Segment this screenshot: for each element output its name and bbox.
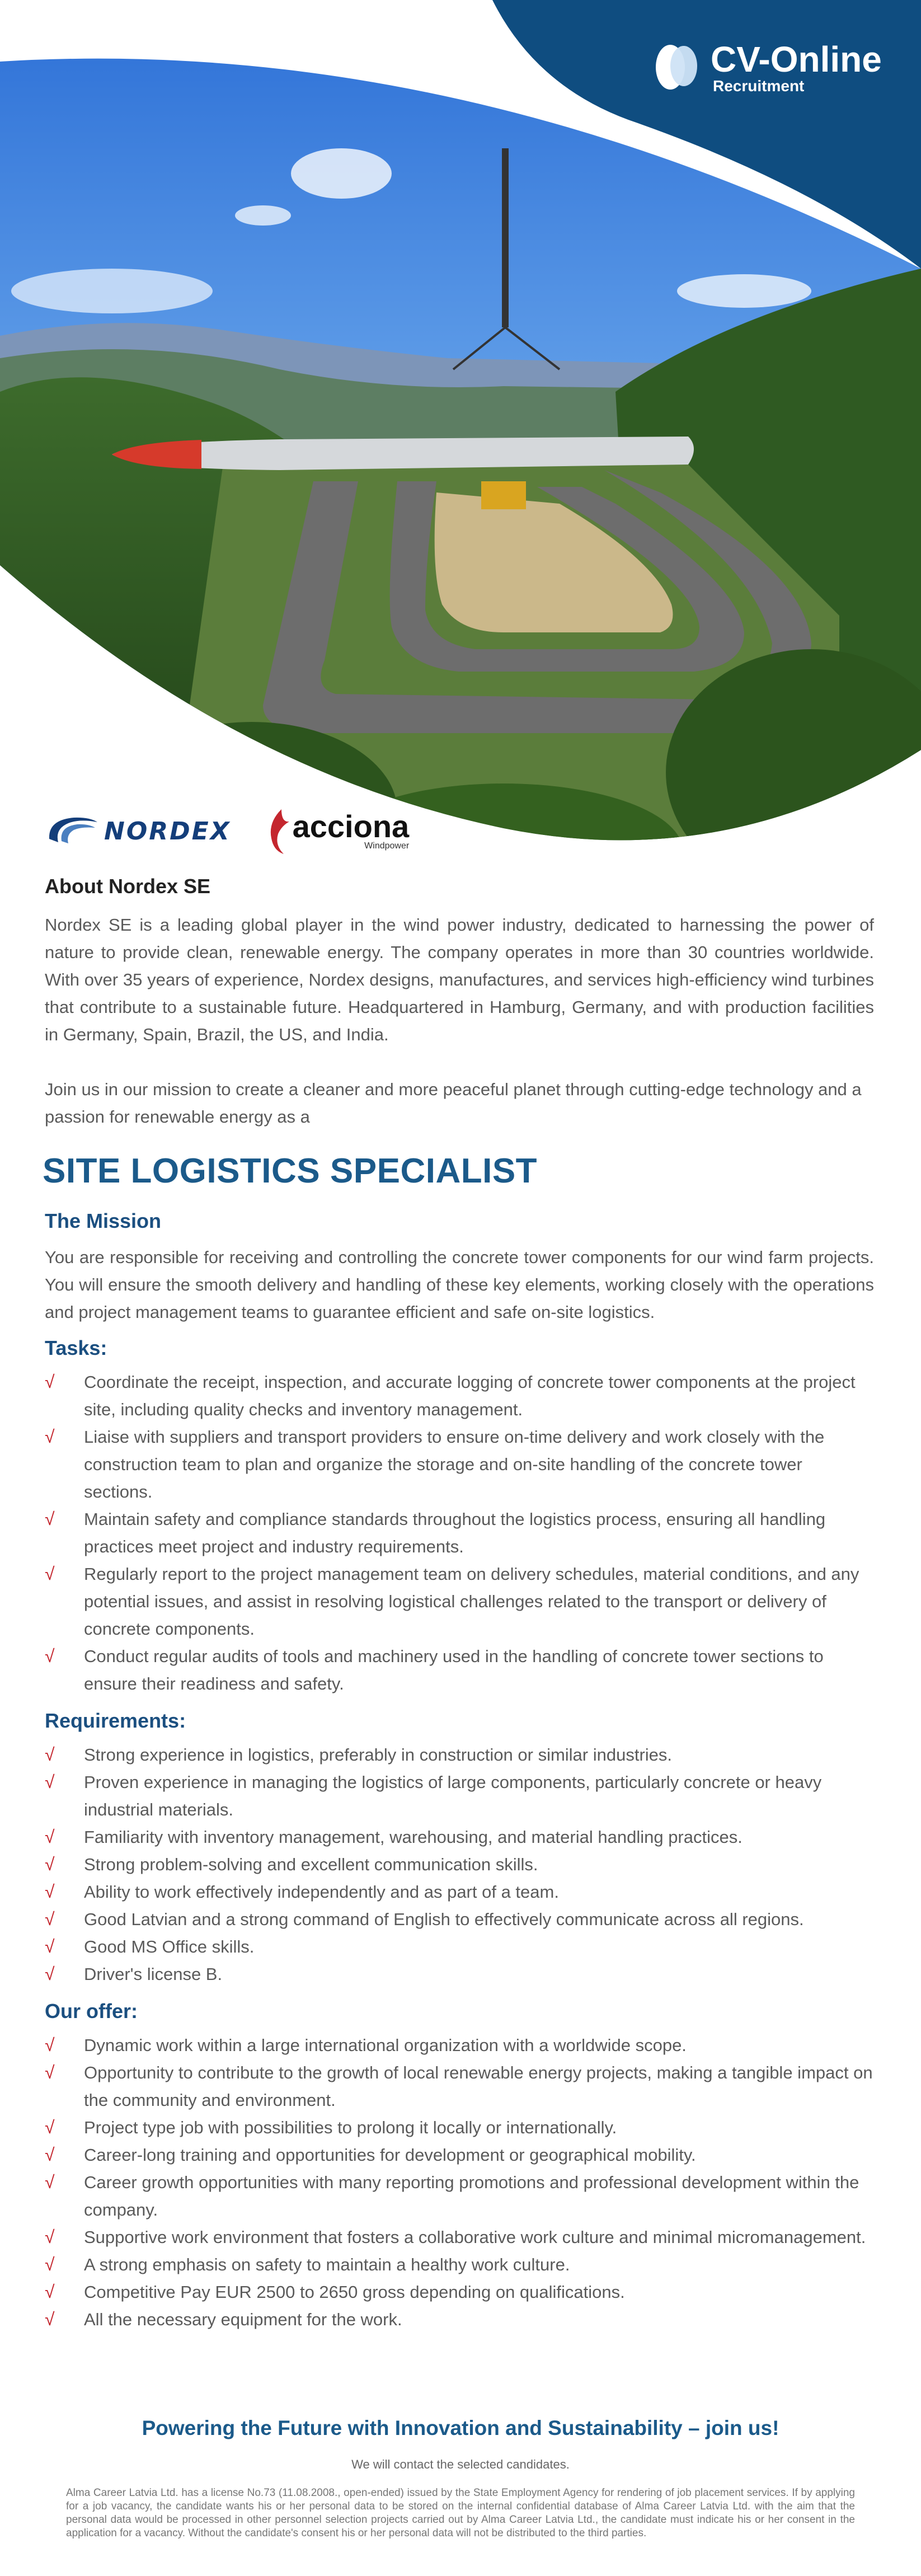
acciona-wordmark: acciona — [292, 809, 410, 844]
company-logos — [45, 806, 409, 856]
acciona-logo — [265, 806, 410, 856]
cv-online-logo — [649, 40, 882, 96]
list-item: √ A strong emphasis on safety to maintain a healthy work culture. — [45, 2251, 874, 2278]
acciona-flame-icon — [265, 806, 293, 856]
mission-text: You are responsible for receiving and controlling the concrete tower components for our wind farm projects. You will ensure the smooth delivery and handling of these key elements, working closely with the operations and project management teams to guarantee efficient and safe on-site logistics. — [45, 1247, 874, 1322]
check-icon: √ — [45, 1881, 55, 1902]
about-paragraph-2: Join us in our mission to create a cleaner and more peaceful planet through cutting-edge technology and a passion for renewable energy as a — [45, 1080, 862, 1127]
check-icon: √ — [45, 2227, 55, 2247]
list-item: √ All the necessary equipment for the work. — [45, 2306, 874, 2333]
list-item: √ Conduct regular audits of tools and machinery used in the handling of concrete tower sections to ensure their readiness and safety. — [45, 1643, 874, 1697]
requirements-heading: Requirements: — [45, 1709, 186, 1732]
list-item: √ Coordinate the receipt, inspection, and accurate logging of concrete tower components at the project site, including quality checks and inventory management. — [45, 1368, 874, 1423]
check-icon: √ — [45, 2172, 55, 2192]
list-item: √ Driver's license B. — [45, 1960, 874, 1988]
check-icon: √ — [45, 1964, 55, 1984]
cv-online-mark-icon — [649, 40, 705, 96]
job-title: SITE LOGISTICS SPECIALIST — [43, 1152, 538, 1190]
list-item: √ Career-long training and opportunities for development or geographical mobility. — [45, 2141, 874, 2169]
list-item: √ Familiarity with inventory management, warehousing, and material handling practices. — [45, 1823, 874, 1851]
offer-heading: Our offer: — [45, 2000, 138, 2023]
nordex-logo — [45, 809, 231, 853]
list-item: √ Project type job with possibilities to prolong it locally or internationally. — [45, 2114, 874, 2141]
check-icon: √ — [45, 2062, 55, 2082]
mission-heading: The Mission — [45, 1209, 162, 1232]
check-icon: √ — [45, 2254, 55, 2274]
check-icon: √ — [45, 1772, 55, 1792]
check-icon: √ — [45, 1936, 55, 1956]
cv-online-subtitle: Recruitment — [713, 77, 805, 95]
check-icon: √ — [45, 1427, 55, 1447]
list-item: √ Regularly report to the project management team on delivery schedules, material conditions, and any potential issues, and assist in resolving logistical challenges related to the transport or delivery of concrete components. — [45, 1560, 874, 1643]
about-paragraph-1: Nordex SE is a leading global player in the wind power industry, dedicated to harnessing the power of nature to provide clean, renewable energy. The company operates in more than 30 countries worldwide. With over 35 years of experience, Nordex designs, manufactures, and services high-efficiency wind turbines that contribute to a sustainable future. Headquartered in Hamburg, Germany, and with production facilities in Germany, Spain, Brazil, the US, and India. — [45, 915, 874, 1044]
requirements-list — [45, 1741, 874, 1988]
list-item: √ Good Latvian and a strong command of English to effectively communicate across all regions. — [45, 1906, 874, 1933]
tasks-heading: Tasks: — [45, 1336, 107, 1359]
list-item: √ Opportunity to contribute to the growth of local renewable energy projects, making a tangible impact on the community and environment. — [45, 2059, 874, 2114]
offer-list — [45, 2031, 874, 2333]
check-icon: √ — [45, 2117, 55, 2137]
check-icon: √ — [45, 1646, 55, 1666]
nordex-wordmark: NORDEX — [104, 817, 231, 846]
cv-online-name: CV-Online — [711, 39, 882, 79]
check-icon: √ — [45, 1744, 55, 1765]
job-content — [45, 873, 874, 2333]
footer-contact-note: We will contact the selected candidates. — [351, 2457, 570, 2471]
check-icon: √ — [45, 1854, 55, 1874]
check-icon: √ — [45, 2282, 55, 2302]
footer-slogan: Powering the Future with Innovation and Sustainability – join us! — [142, 2417, 779, 2439]
list-item: √ Liaise with suppliers and transport providers to ensure on-time delivery and work closely with the construction team to plan and organize the storage and on-site handling of the concrete tower sections. — [45, 1423, 874, 1505]
hero-photo — [0, 0, 921, 862]
check-icon: √ — [45, 2035, 55, 2055]
acciona-subtitle: Windpower — [364, 841, 410, 851]
list-item: √ Dynamic work within a large international organization with a worldwide scope. — [45, 2031, 874, 2059]
nordex-swoosh-icon — [45, 809, 101, 853]
list-item: √ Good MS Office skills. — [45, 1933, 874, 1960]
about-heading: About Nordex SE — [45, 875, 211, 898]
check-icon: √ — [45, 1509, 55, 1529]
check-icon: √ — [45, 1564, 55, 1584]
list-item: √ Strong experience in logistics, preferably in construction or similar industries. — [45, 1741, 874, 1768]
footer-legal-text: Alma Career Latvia Ltd. has a license No.73 (11.08.2008., open-ended) issued by the State Employment Agency for rendering of job placement services. If by applying for a job vacancy, the candidate wants his or her personal data to be stored on the internal confidential database of Alma Career Latvia Ltd. with the aim that the personal data would be processed in other personnel selection projects carried out by Alma Career Latvia Ltd., the candidate must indicate his or her consent in the application for a vacancy. Without the candidate's consent his or her personal data will not be distributed to the third parties. — [66, 2487, 855, 2539]
check-icon: √ — [45, 2309, 55, 2329]
check-icon: √ — [45, 1372, 55, 1392]
tasks-list — [45, 1368, 874, 1697]
list-item: √ Strong problem-solving and excellent communication skills. — [45, 1851, 874, 1878]
check-icon: √ — [45, 1909, 55, 1929]
list-item: √ Ability to work effectively independently and as part of a team. — [45, 1878, 874, 1906]
list-item: √ Career growth opportunities with many reporting promotions and professional development within the company. — [45, 2169, 874, 2223]
list-item: √ Maintain safety and compliance standards throughout the logistics process, ensuring all handling practices meet project and industry requirements. — [45, 1505, 874, 1560]
check-icon: √ — [45, 2145, 55, 2165]
check-icon: √ — [45, 1827, 55, 1847]
list-item: √ Competitive Pay EUR 2500 to 2650 gross depending on qualifications. — [45, 2278, 874, 2306]
hero-banner — [0, 0, 921, 862]
list-item: √ Proven experience in managing the logistics of large components, particularly concrete or heavy industrial materials. — [45, 1768, 874, 1823]
list-item: √ Supportive work environment that fosters a collaborative work culture and minimal micromanagement. — [45, 2223, 874, 2251]
